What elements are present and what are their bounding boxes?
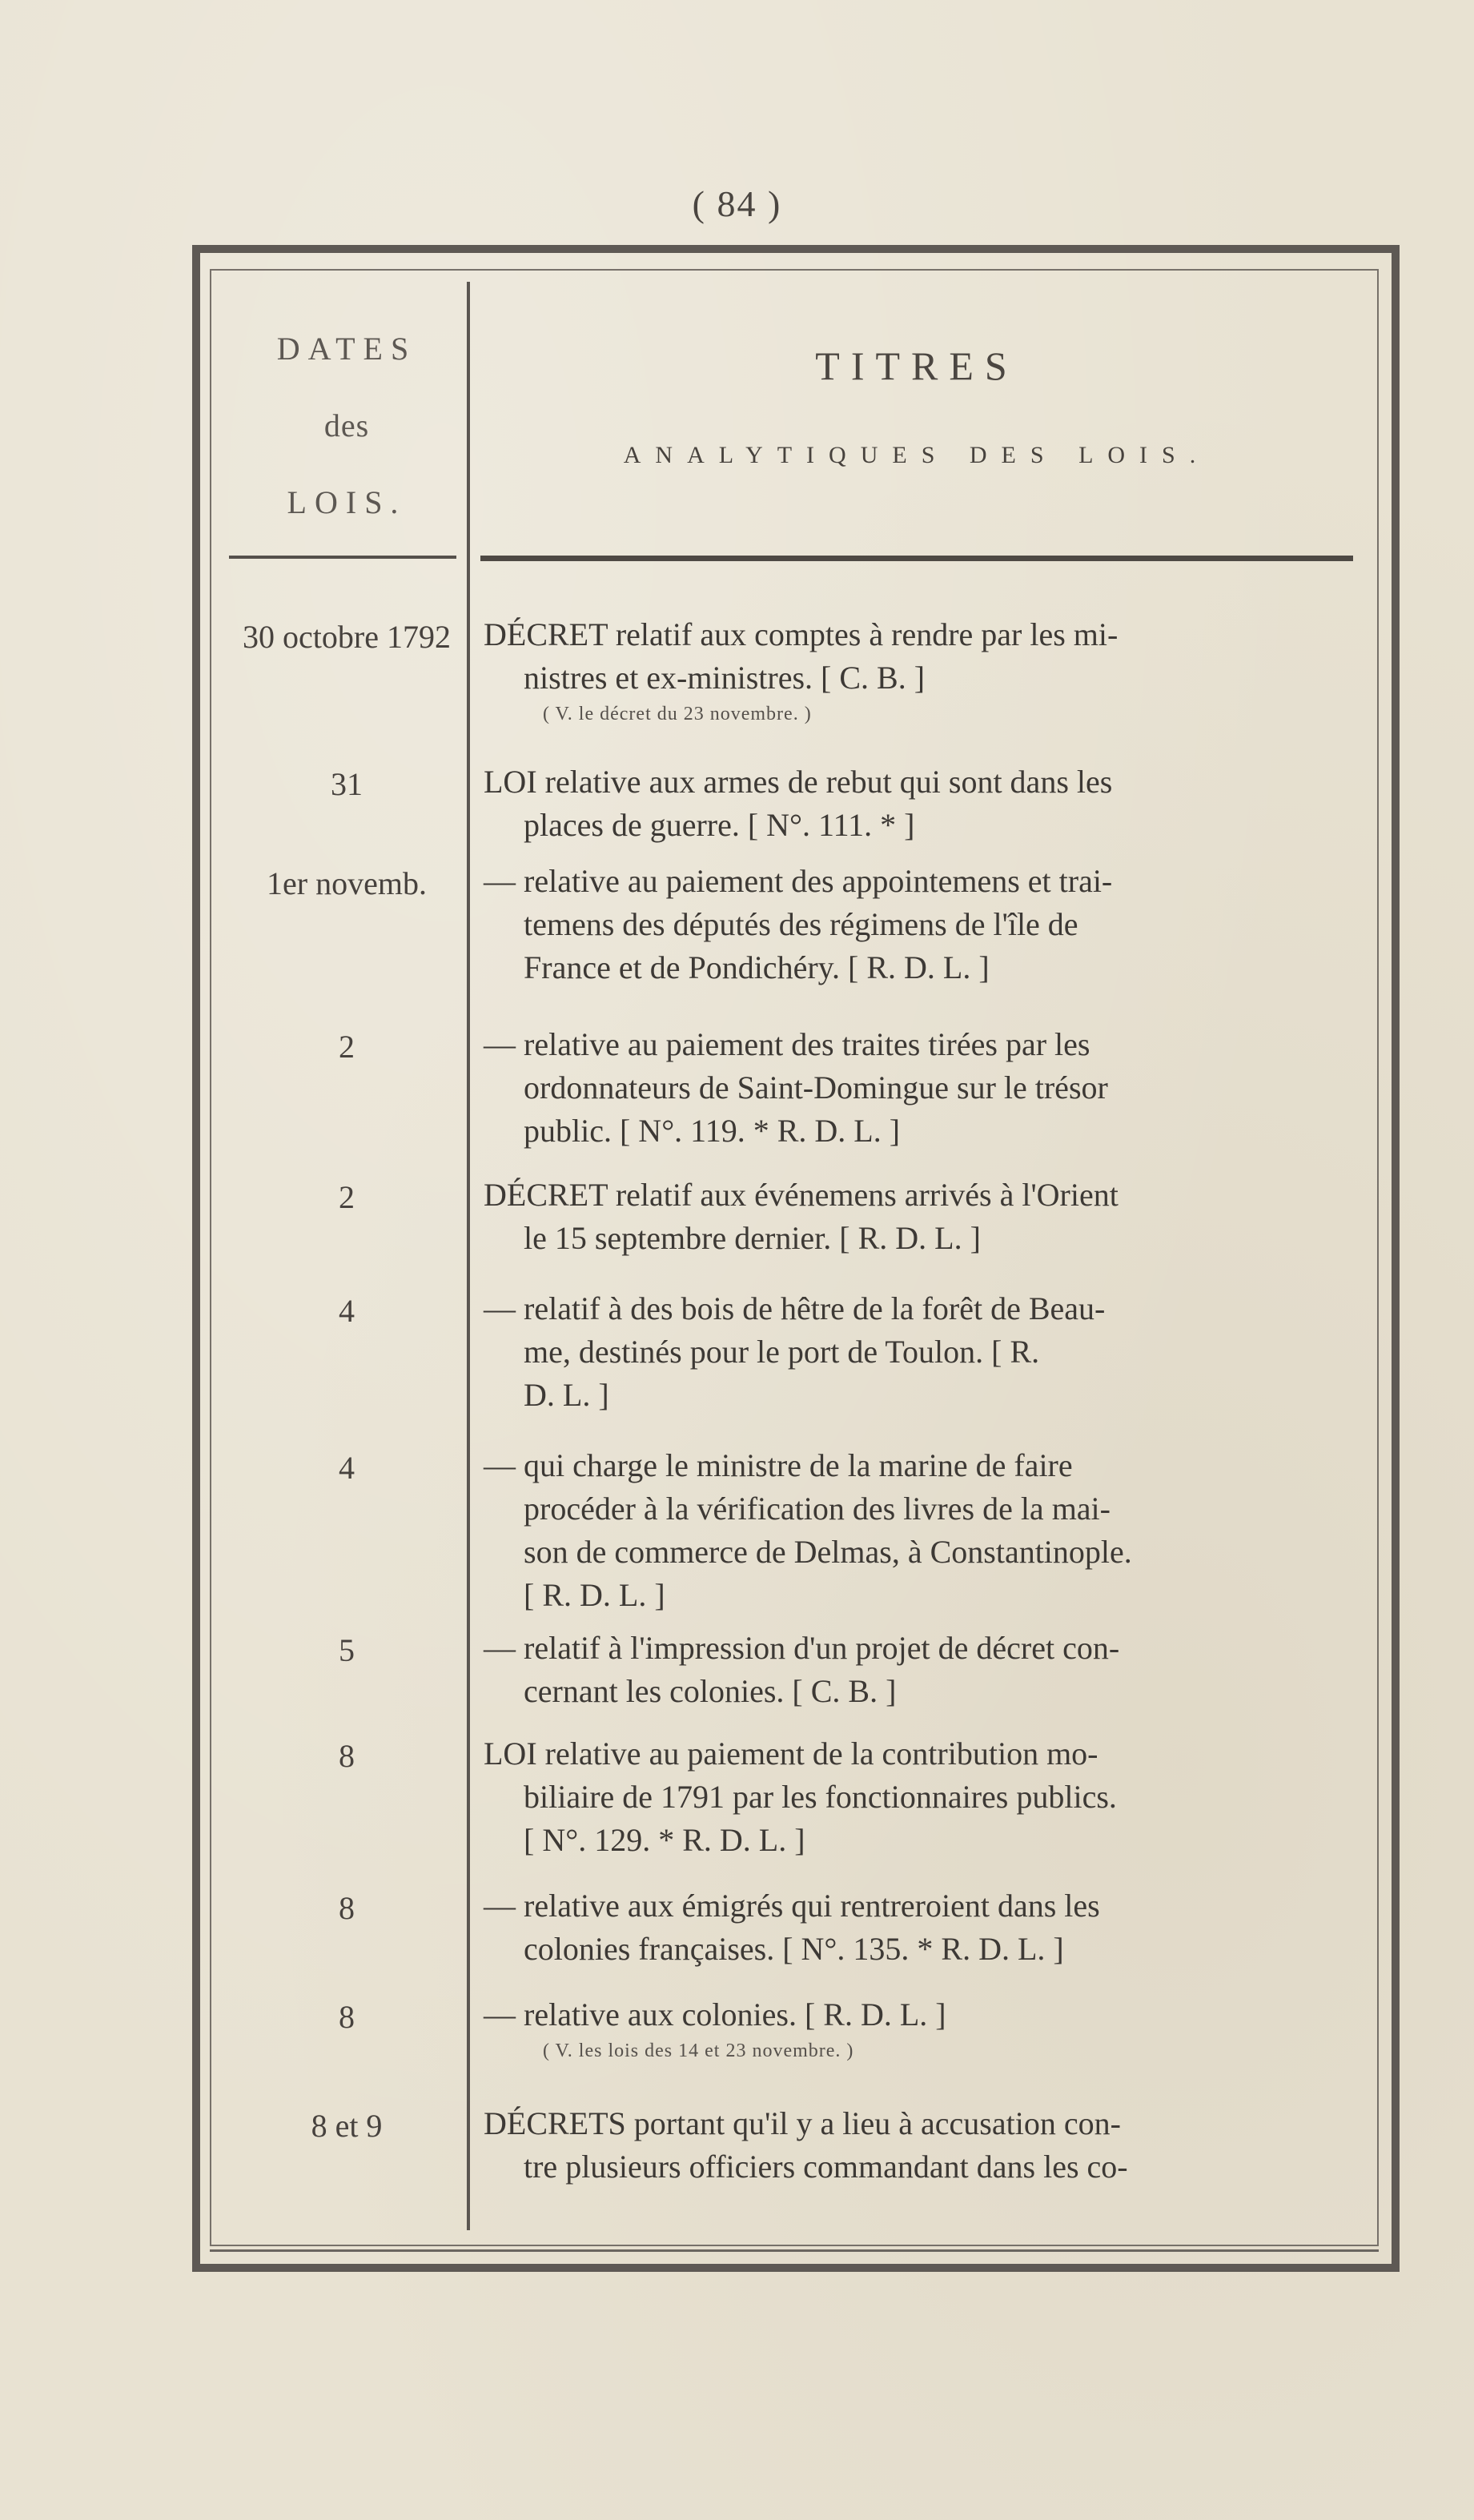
entry-date: 31 <box>331 766 363 802</box>
entry-line: — relatif à l'impression d'un projet de décret con- <box>484 1630 1120 1666</box>
entry-line: [ N°. 129. * R. D. L. ] <box>524 1822 805 1858</box>
entry-note: ( V. les lois des 14 et 23 novembre. ) <box>543 2040 854 2061</box>
entry-date: 8 <box>339 1890 355 1926</box>
header-dates-line1: DATES <box>276 331 417 367</box>
column-divider <box>467 282 470 2230</box>
entry-line: [ R. D. L. ] <box>524 1577 665 1613</box>
entry-line: colonies françaises. [ N°. 135. * R. D. L. ] <box>524 1931 1064 1967</box>
entry-line: D. L. ] <box>524 1377 609 1413</box>
header-dates-line2: des <box>323 407 370 443</box>
entry-line: places de guerre. [ N°. 111. * ] <box>524 807 915 843</box>
header-rule-titles <box>480 556 1353 561</box>
entry-line: — relatif à des bois de hêtre de la forêt de Beau- <box>484 1290 1106 1326</box>
header-dates-line3: LOIS. <box>287 484 407 520</box>
header-rule-dates <box>229 556 456 559</box>
entry-line: son de commerce de Delmas, à Constantinople. <box>524 1534 1132 1570</box>
header-analytiques: ANALYTIQUES DES LOIS. <box>623 442 1211 468</box>
entry-line: DÉCRET relatif aux comptes à rendre par les mi- <box>484 616 1119 652</box>
entry-text <box>484 1627 1366 1713</box>
header-dates <box>231 311 463 541</box>
entry-line: DÉCRET relatif aux événemens arrivés à l'Orient <box>484 1177 1119 1213</box>
entry-date: 8 <box>339 1999 355 2035</box>
header-titres: TITRES <box>815 343 1018 388</box>
entry-line: DÉCRETS portant qu'il y a lieu à accusation con- <box>484 2105 1121 2141</box>
entry-line: LOI relative au paiement de la contribution mo- <box>484 1736 1098 1772</box>
entry-date: 8 <box>339 1738 355 1774</box>
page-number: ( 84 ) <box>692 183 782 224</box>
entry-text <box>484 860 1366 989</box>
entry-line: — relative aux émigrés qui rentreroient dans les <box>484 1888 1100 1924</box>
entry-line: temens des députés des régimens de l'île de <box>524 906 1078 942</box>
entry-text <box>484 613 1366 728</box>
entry-date: 30 octobre 1792 <box>243 619 451 655</box>
entry-line: me, destinés pour le port de Toulon. [ R. <box>524 1334 1040 1370</box>
entry-line: procéder à la vérification des livres de la mai- <box>524 1491 1111 1527</box>
entry-date: 2 <box>339 1179 355 1215</box>
entry-line: — relative au paiement des appointemens et trai- <box>484 863 1113 899</box>
table-bottom-rule <box>210 2249 1379 2252</box>
entry-line: — relative aux colonies. [ R. D. L. ] <box>484 1996 946 2032</box>
entry-line: nistres et ex-ministres. [ C. B. ] <box>524 660 926 696</box>
entry-text <box>484 760 1366 847</box>
entry-line: — relative au paiement des traites tirées par les <box>484 1026 1090 1062</box>
entry-text <box>484 1023 1366 1153</box>
entry-text <box>484 1993 1366 2065</box>
entry-line: cernant les colonies. [ C. B. ] <box>524 1673 897 1709</box>
entry-text <box>484 1287 1366 1417</box>
entry-line: tre plusieurs officiers commandant dans les co- <box>524 2149 1128 2185</box>
entry-line: public. [ N°. 119. * R. D. L. ] <box>524 1113 901 1149</box>
entry-date: 4 <box>339 1293 355 1329</box>
entry-line: ordonnateurs de Saint-Domingue sur le trésor <box>524 1069 1108 1106</box>
entry-text <box>484 2102 1366 2189</box>
entry-line: le 15 septembre dernier. [ R. D. L. ] <box>524 1220 981 1256</box>
entry-text <box>484 1884 1366 1971</box>
entry-note: ( V. le décret du 23 novembre. ) <box>543 704 812 724</box>
entry-date: 1er novemb. <box>267 865 427 901</box>
entry-line: biliaire de 1791 par les fonctionnaires publics. <box>524 1779 1117 1815</box>
entry-line: LOI relative aux armes de rebut qui sont dans les <box>484 764 1113 800</box>
entry-line: France et de Pondichéry. [ R. D. L. ] <box>524 949 990 985</box>
entry-line: — qui charge le ministre de la marine de faire <box>484 1447 1073 1483</box>
entry-text <box>484 1732 1366 1862</box>
entry-text <box>484 1444 1366 1617</box>
entry-date: 5 <box>339 1632 355 1668</box>
entry-date: 2 <box>339 1029 355 1065</box>
entry-date: 8 et 9 <box>311 2108 383 2144</box>
entry-text <box>484 1174 1366 1260</box>
entry-date: 4 <box>339 1450 355 1486</box>
